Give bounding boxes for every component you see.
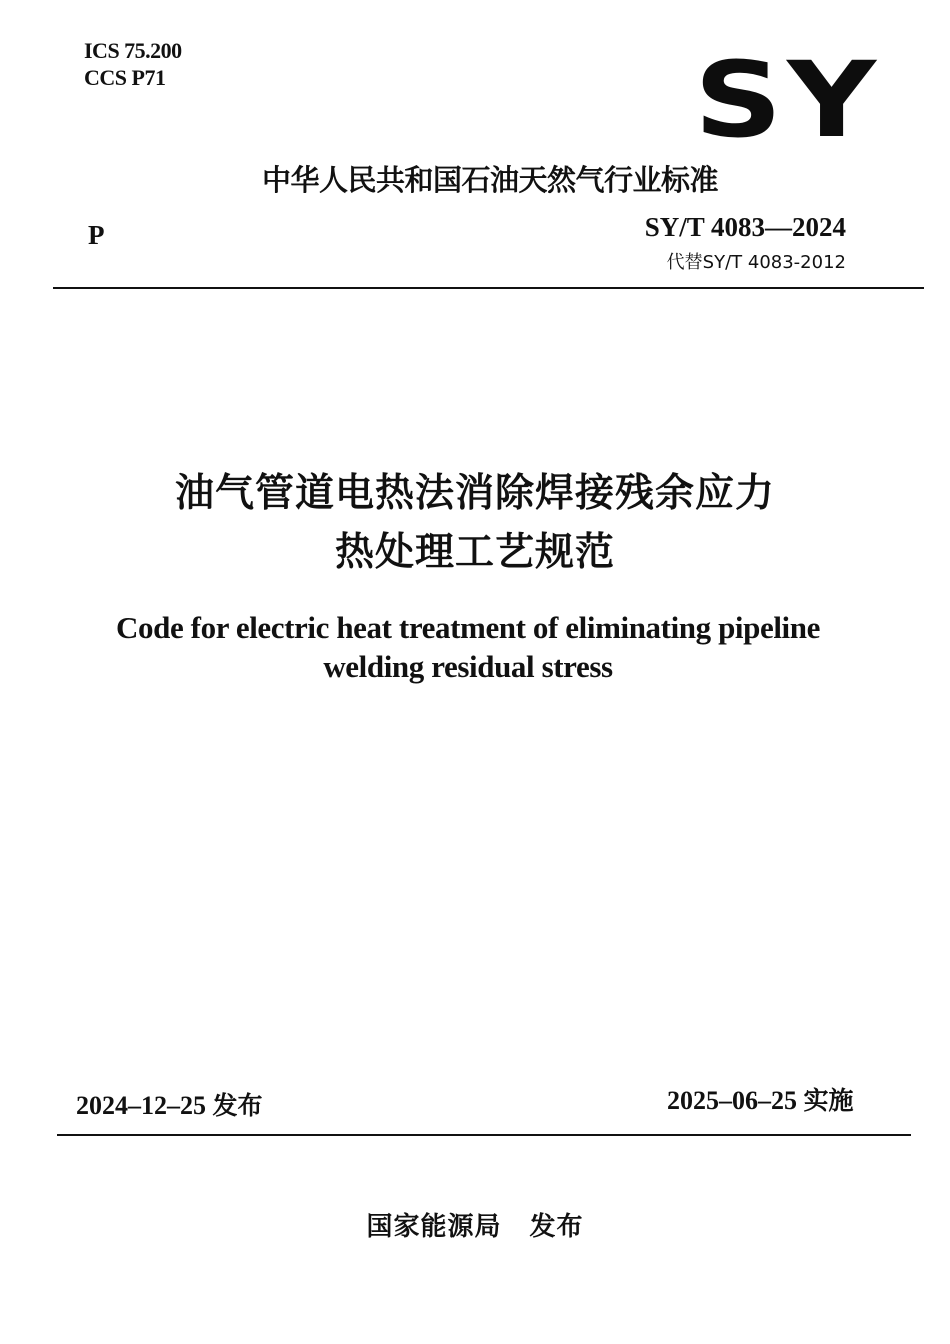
title-english-line-1: Code for electric heat treatment of eliminating pipeline xyxy=(116,610,820,645)
title-chinese-line-2: 热处理工艺规范 xyxy=(334,530,615,575)
ics-code: ICS 75.200 xyxy=(84,38,182,63)
publisher-name: 国家能源局 xyxy=(366,1212,502,1242)
publisher xyxy=(0,1214,950,1240)
issue-date-value: 2024–12–25 xyxy=(76,1091,206,1120)
replaces-standard: 代替SY/T 4083-2012 xyxy=(666,252,846,273)
sy-logo: SY xyxy=(694,39,881,161)
title-english-line-2: welding residual stress xyxy=(323,649,613,684)
top-divider xyxy=(53,287,924,289)
issue-date xyxy=(76,1093,263,1119)
implementation-label: 实施 xyxy=(803,1086,854,1115)
issue-label: 发布 xyxy=(212,1091,263,1120)
implementation-date-value: 2025–06–25 xyxy=(667,1086,797,1115)
ccs-code: CCS P71 xyxy=(84,65,166,90)
publisher-action: 发布 xyxy=(529,1212,584,1242)
category-letter: P xyxy=(88,220,105,250)
standard-number: SY/T 4083—2024 xyxy=(644,212,846,242)
bottom-divider xyxy=(57,1134,911,1136)
standard-type-heading: 中华人民共和国石油天然气行业标准 xyxy=(262,163,719,197)
implementation-date xyxy=(667,1088,854,1114)
title-chinese-line-1: 油气管道电热法消除焊接残余应力 xyxy=(174,471,775,516)
